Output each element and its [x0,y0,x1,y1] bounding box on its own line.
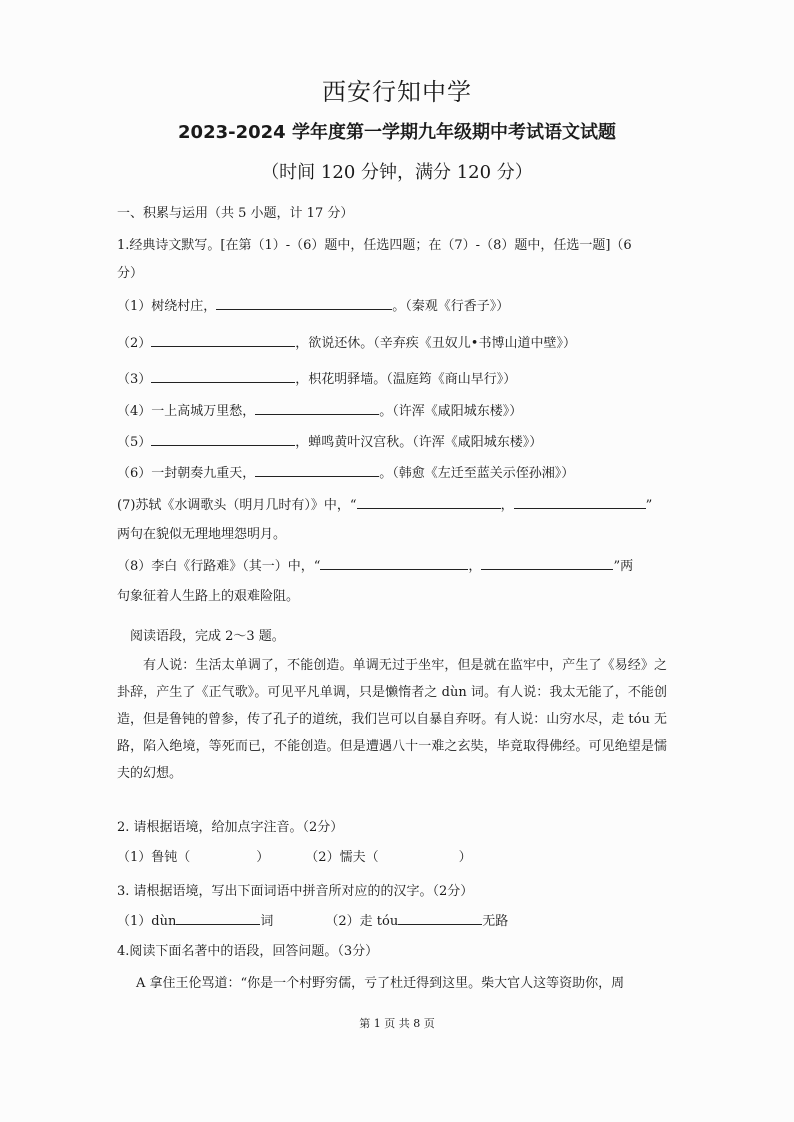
fill-item-5 [117,431,542,450]
question-2-answers [117,846,472,865]
school-name: 西安行知中学 [322,78,472,106]
fill-item-7 [117,494,652,513]
fill-item-prefix: （2） [117,336,152,351]
answer-blank[interactable] [151,370,295,383]
question-2-text: 2. 请根据语境，给加点字注音。（2分） [117,820,344,835]
exam-subtitle: （时间 120 分钟，满分 120 分） [261,162,533,183]
section-heading: 一、积累与运用（共 5 小题，计 17 分） [117,206,354,221]
answer-blank[interactable] [255,464,379,477]
answer-blank[interactable] [398,912,482,925]
fill-item-8 [117,555,633,574]
answer-blank[interactable] [481,557,613,570]
question-3-answers [117,910,508,929]
fill-item-prefix: （3） [117,372,152,387]
answer-blank[interactable] [514,496,646,509]
answer-label-b: （2）走 tóu [325,914,399,929]
fill-item-4 [117,400,522,419]
reading-intro: 阅读语段，完成 2～3 题。 [130,629,285,644]
fill-item-prefix: （8）李白《行路难》（其一）中，“ [117,559,321,574]
exam-title: 2023-2024 学年度第一学期九年级期中考试语文试题 [178,122,616,143]
question-4-text: 4.阅读下面名著中的语段，回答问题。（3分） [117,944,379,959]
fill-item-8-cont: 句象征着人生路上的艰难险阻。 [117,589,300,604]
fill-item-prefix: （1）树绕村庄， [117,299,217,314]
fill-item-suffix: ” [645,498,653,513]
answer-close-a: ） [256,850,270,865]
fill-item-3 [117,368,516,387]
fill-item-prefix: (7)苏轼《水调歌头（明月几时有）》中，“ [117,498,357,513]
fill-item-prefix: （4）一上高城万里愁， [117,404,256,419]
fill-item-separator: ， [468,559,482,574]
answer-blank[interactable] [151,334,295,347]
answer-blank[interactable] [357,496,501,509]
answer-label-a: （1）dùn [117,914,177,929]
reading-passage: 有人说：生活太单调了，不能创造。单调无过于坐牢，但是就在监牢中，产生了《易经》之卦辞，产生了《正气歌》。可见平凡单调，只是懒惰者之 dùn 词。有人说：我太无能了，不能创造，但是鲁钝的曾参，传了孔子的道统，我们岂可以自暴自弃呀。有人说：山穷水尽，走 tóu 无路，陷入绝境，等死而已，不能创造。但是遭遇八十一难之玄奘，毕竟取得佛经。可见绝望是懦夫的幻想。 [117,658,667,781]
answer-suffix-b: 无路 [482,914,509,929]
answer-blank[interactable] [151,433,295,446]
question-1-text-cont: 分） [117,266,144,281]
answer-blank[interactable] [320,557,468,570]
answer-close-b: ） [458,850,472,865]
answer-blank[interactable] [255,402,379,415]
answer-blank[interactable] [176,912,260,925]
answer-blank[interactable] [216,297,392,310]
answer-suffix-a: 词 [260,914,274,929]
fill-item-7-cont: 两句在貌似无理地埋怨明月。 [117,527,287,542]
fill-item-separator: ， [500,498,514,513]
fill-item-1 [117,295,509,314]
question-1-text: 1.经典诗文默写。[在第（1）-（6）题中，任选四题；在（7）-（8）题中，任选一题]（6 [117,238,632,253]
fill-item-suffix: 。（秦观《行香子》） [392,299,510,314]
question-3-text: 3. 请根据语境，写出下面词语中拼音所对应的的汉字。（2分） [117,884,474,899]
page-footer: 第 1 页 共 8 页 [359,1017,435,1030]
fill-item-suffix: ”两 [613,559,634,574]
fill-item-2 [117,332,576,351]
fill-item-suffix: ，枳花明驿墙。（温庭筠《商山早行》） [295,372,517,387]
answer-label-b: （2）懦夫（ [305,850,379,865]
fill-item-prefix: （6）一封朝奏九重天， [117,466,256,481]
question-4-passage: A 拿住王伦骂道：“你是一个村野穷儒，亏了杜迁得到这里。柴大官人这等资助你，周 [136,976,625,991]
fill-item-suffix: 。（许浑《咸阳城东楼》） [379,404,523,419]
answer-label-a: （1）鲁钝（ [117,850,191,865]
fill-item-suffix: ，欲说还休。（辛弃疾《丑奴儿•书博山道中壁》） [295,336,576,351]
fill-item-prefix: （5） [117,435,152,450]
fill-item-suffix: ，蝉鸣黄叶汉宫秋。（许浑《咸阳城东楼》） [295,435,543,450]
fill-item-6 [117,462,574,481]
fill-item-suffix: 。（韩愈《左迁至蓝关示侄孙湘》） [379,466,575,481]
